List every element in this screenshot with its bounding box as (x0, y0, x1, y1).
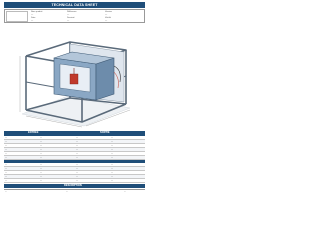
table-row: — — — — (4, 175, 145, 179)
header-field-3: Version — (105, 11, 112, 16)
table-row: — — — — (4, 156, 145, 160)
footer-left-text: — (5, 191, 7, 193)
table-row: — — — — (4, 136, 145, 140)
left-heading: ENTRÉE (28, 131, 39, 134)
table-row: — — — — (4, 144, 145, 148)
header-field-1: Nom produit — (31, 11, 43, 16)
table-row: — — — — (4, 179, 145, 183)
description-header (4, 184, 145, 188)
header-field-4: Date — (31, 17, 36, 22)
footer-middle-text: — (66, 191, 68, 193)
description-heading: DESCRIPTION (64, 183, 82, 187)
header-block (4, 9, 145, 23)
right-heading: SORTIE (100, 131, 110, 134)
table-row: — — — — (4, 140, 145, 144)
footer (4, 189, 145, 197)
details-table (4, 163, 145, 183)
table-row: — — — — (4, 163, 145, 167)
table-row: — — — — (4, 148, 145, 152)
logo-placeholder (6, 11, 28, 22)
footer-right-text: — (124, 191, 126, 193)
machine-drawing (14, 26, 135, 129)
specs-table (4, 136, 145, 160)
sheet-title: TECHNICAL DATA SHEET (4, 2, 145, 8)
data-sheet (4, 2, 145, 196)
header-field-6: Vérifié — (105, 17, 111, 22)
header-field-2: Référence — (67, 11, 77, 16)
table-row: — — — — (4, 171, 145, 175)
table-row: — — — — (4, 152, 145, 156)
header-field-5: Dessiné — (67, 17, 75, 22)
table-row: — — — — (4, 167, 145, 171)
